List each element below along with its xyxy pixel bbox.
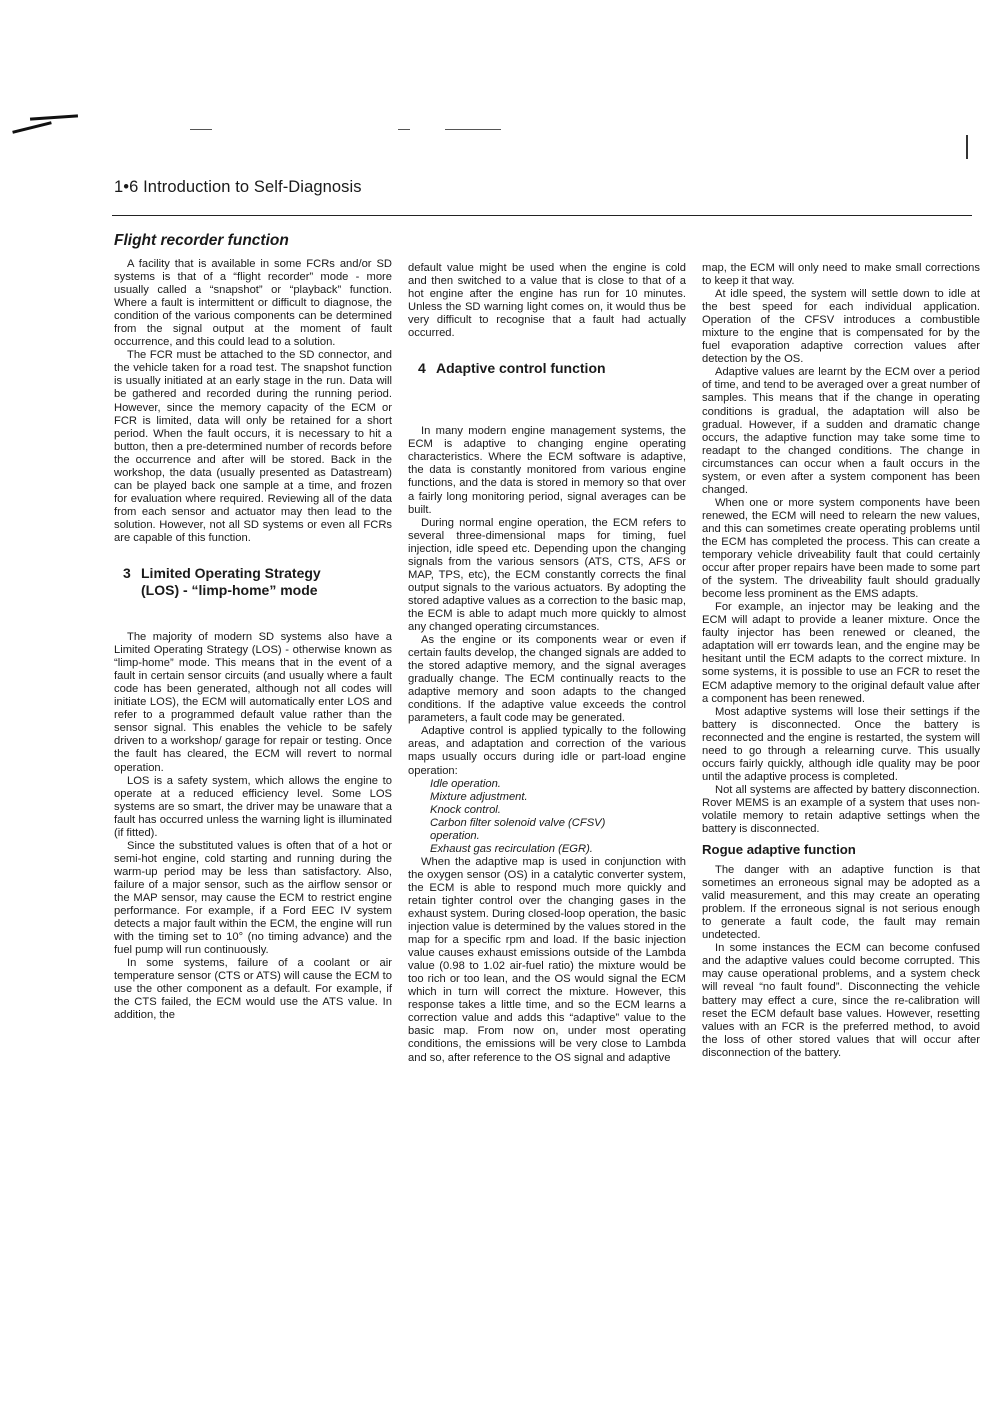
column-1 — [114, 229, 392, 1022]
paragraph: For example, an injector may be leaking and the ECM will adapt to provide a leaner mixture. Once the faulty injector has been renewed or cleaned, the adaptation will err towards lean, and the engine may be hesitant until the ECM adapts to the correct mixture. In some systems, it is possible to use an FCR to reset the ECM adaptive memory to the original default value after a component has been renewed. — [702, 601, 980, 705]
paragraph: Since the substituted values is often that of a hot or semi-hot engine, cold starting and running during the warm-up period may be less than satisfactory. Also, failure of a major sensor, such as the airflow sensor or the MAP sensor, may cause the ECM to restrict engine performance. For example, if a Ford EEC IV system detects a major fault within the ECM, the engine will run with the timing set to 10° (no timing advance) and the fuel pump will run continuously. — [114, 839, 392, 957]
heading-rogue-adaptive: Rogue adaptive function — [702, 842, 856, 858]
paragraph: In some instances the ECM can become confused and the adaptive values could become corrupted. This may cause operational problems, and a system check will reveal “no fault found”. Disconnecting the vehicle battery may effect a cure, since the re-calibration will reset the ECM default base values. However, resetting values with an FCR is the preferred method, to avoid the loss of other stored values that will occur after disconnection of the battery. — [702, 942, 980, 1059]
paragraph: Most adaptive systems will lose their settings if the battery is disconnected. Once the battery is reconnected and the engine is restarted, the system will need to go through a relearning curve. This usually occurs fairly quickly, although idle quality may be poor until the adaptive process is completed. — [702, 705, 980, 783]
corner-mark — [30, 114, 78, 120]
paragraph: default value might be used when the engine is cold and then switched to a value that is close to that of a hot engine after the engine has run for 10 minutes. Unless the SD warning light comes on, it would thus be very difficult to recognise that a fault had actually occurred. — [408, 262, 686, 340]
paragraph: The FCR must be attached to the SD connector, and the vehicle taken for a road test. The snapshot function is usually initiated at an early stage in the run. Data will be gathered and recorded during the running period. However, since the memory capacity of the ECM or FCR is limited, data will only be retained for a short period. When the fault occurs, it is necessary to hit a button, then a pre-determined number of records before the occurrence and after will be stored. Back in the workshop, the data (usually presented as Datastream) can be played back one sample at a time, and frozen for evaluation where required. Reviewing all of the data from each sensor and actuator may then lead to the solution. However, not all SD systems or even all FCRs are capable of this function. — [114, 349, 392, 544]
heading-section-3 — [123, 565, 392, 599]
paragraph: When the adaptive map is used in conjunction with the oxygen sensor (OS) in a catalytic converter system, the ECM is able to respond much more quickly and retain tighter control over the changing gases in the exhaust system. During closed-loop operation, the basic injection value is determined by the values stored in the map for a specific rpm and load. If the basic injection value causes exhaust emissions outside of the Lambda value (0.98 to 1.02 air-fuel ratio) the mixture would be too rich or too lean, and the OS would signal the ECM which in turn will correct the mixture. However, this response takes a little time, and so the ECM learns a correction value and adds this “adaptive” value to the basic map. From now on, under most operating conditions, the emissions will be very close to Lambda and so, after reference to the OS signal and adaptive — [408, 855, 686, 1064]
column-3 — [702, 262, 980, 1060]
section-number: 3 — [123, 565, 131, 582]
paragraph: During normal engine operation, the ECM refers to several three-dimensional maps for timing, fuel injection, idle speed etc. Depending upon the changing signals from the various sensors (ATS, CTS, AFS or MAP, TPS, etc), the ECM constantly corrects the final output signals to the various actuators. By adopting the stored adaptive values as a correction to the basic map, the ECM is able to adapt much more quickly to almost any changed operating circumstances. — [408, 516, 686, 633]
section-title-line1: Limited Operating Strategy — [141, 565, 321, 582]
list-item: operation. — [430, 829, 480, 842]
adaptive-areas-list — [408, 778, 686, 856]
paragraph: map, the ECM will only need to make small corrections to keep it that way. — [702, 262, 980, 288]
header-rule — [112, 215, 972, 216]
scan-speck — [190, 129, 212, 130]
heading-flight-recorder: Flight recorder function — [114, 232, 289, 249]
paragraph: The majority of modern SD systems also have a Limited Operating Strategy (LOS) - otherwise known as “limp-home” mode. This means that in the event of a fault in certain sensor circuits (and usually where a fault code has been generated, although not all codes will initiate LOS), the ECM will automatically enter LOS and refer to a programmed default value rather than the sensor signal. This enables the vehicle to be safely driven to a workshop/ garage for repair or testing. Once the fault has cleared, the ECM will revert to normal operation. — [114, 631, 392, 774]
paragraph: As the engine or its components wear or even if certain faults develop, the changed signals are added to the stored adaptive memory, and the signal averages gradually change. The ECM continually reacts to the adaptive memory and soon adapts to the changed conditions. If the adaptive value exceeds the control parameters, a fault code may be generated. — [408, 634, 686, 725]
list-item: Knock control. — [430, 803, 501, 816]
list-item: Idle operation. — [430, 777, 501, 790]
paragraph: Adaptive values are learnt by the ECM over a period of time, and tend to be averaged over a great number of samples. This means that if the change in operating conditions is gradual, the adaptation will also be gradual. However, if a sudden and dramatic change occurs, the adaptive function may take some time to readapt to the changed conditions. The change in circumstances can occur when a fault occurs in the system, or even after a system component has been changed. — [702, 366, 980, 496]
heading-section-4 — [418, 360, 686, 377]
list-item: Exhaust gas recirculation (EGR). — [430, 842, 593, 855]
scan-speck — [398, 129, 410, 130]
list-item: Carbon filter solenoid valve (CFSV) — [430, 816, 606, 829]
paragraph: LOS is a safety system, which allows the engine to operate at a reduced efficiency level. Some LOS systems are so smart, the driver may be unaware that a fault has occurred unless the warning light is illuminated (if fitted). — [114, 774, 392, 839]
column-2 — [408, 262, 686, 1065]
paragraph: In some systems, failure of a coolant or air temperature sensor (CTS or ATS) will cause the ECM to use the other component as a default. For example, if the CTS failed, the ECM would use the ATS value. In addition, the — [114, 957, 392, 1022]
scan-speck — [445, 129, 501, 130]
running-title: 1•6 Introduction to Self-Diagnosis — [114, 178, 362, 196]
paragraph: When one or more system components have been renewed, the ECM will need to relearn the new values, and this can sometimes create operating problems until the ECM has completed the process. This can create a temporary vehicle driveability fault that could certainly occur after proper repairs have been made to some part of the system. The driveability fault should gradually become less prominent as the EMS adapts. — [702, 496, 980, 601]
paragraph: Not all systems are affected by battery disconnection. Rover MEMS is an example of a system that uses non-volatile memory to retain adaptive settings when the battery is disconnected. — [702, 783, 980, 836]
section-title-line2: (LOS) - “limp-home” mode — [141, 582, 318, 599]
paragraph: A facility that is available in some FCRs and/or SD systems is that of a “flight recorder” mode - more usually called a “snapshot” or “playback” function. Where a fault is intermittent or difficult to diagnose, the condition of the various components can be determined from the signal output at the moment of fault occurrence, and this could lead to a solution. — [114, 258, 392, 349]
corner-mark — [12, 121, 52, 134]
paragraph: In many modern engine management systems, the ECM is adaptive to changing engine operating characteristics. Where the ECM software is adaptive, the data is constantly monitored from various engine functions, and the data is stored in memory so that over a fairly long monitoring period, signal averages can be built. — [408, 425, 686, 516]
paragraph: Adaptive control is applied typically to the following areas, and adaptation and correction of the various maps usually occurs during idle or part-load engine operation: — [408, 725, 686, 777]
paragraph: At idle speed, the system will settle down to idle at the best speed for each individual application. Operation of the CFSV introduces a combustible mixture to the engine that is compensated for by the fuel evaporation adaptive correction values after detection by the OS. — [702, 288, 980, 366]
list-item: Mixture adjustment. — [430, 790, 528, 803]
edge-mark — [966, 135, 968, 159]
paragraph: The danger with an adaptive function is that sometimes an erroneous signal may be adopted as a valid measurement, and this may create an operating problem. If the erroneous signal is not serious enough to generate a fault code, the fault may remain undetected. — [702, 864, 980, 942]
section-number: 4 — [418, 360, 426, 377]
section-title: Adaptive control function — [436, 360, 606, 377]
